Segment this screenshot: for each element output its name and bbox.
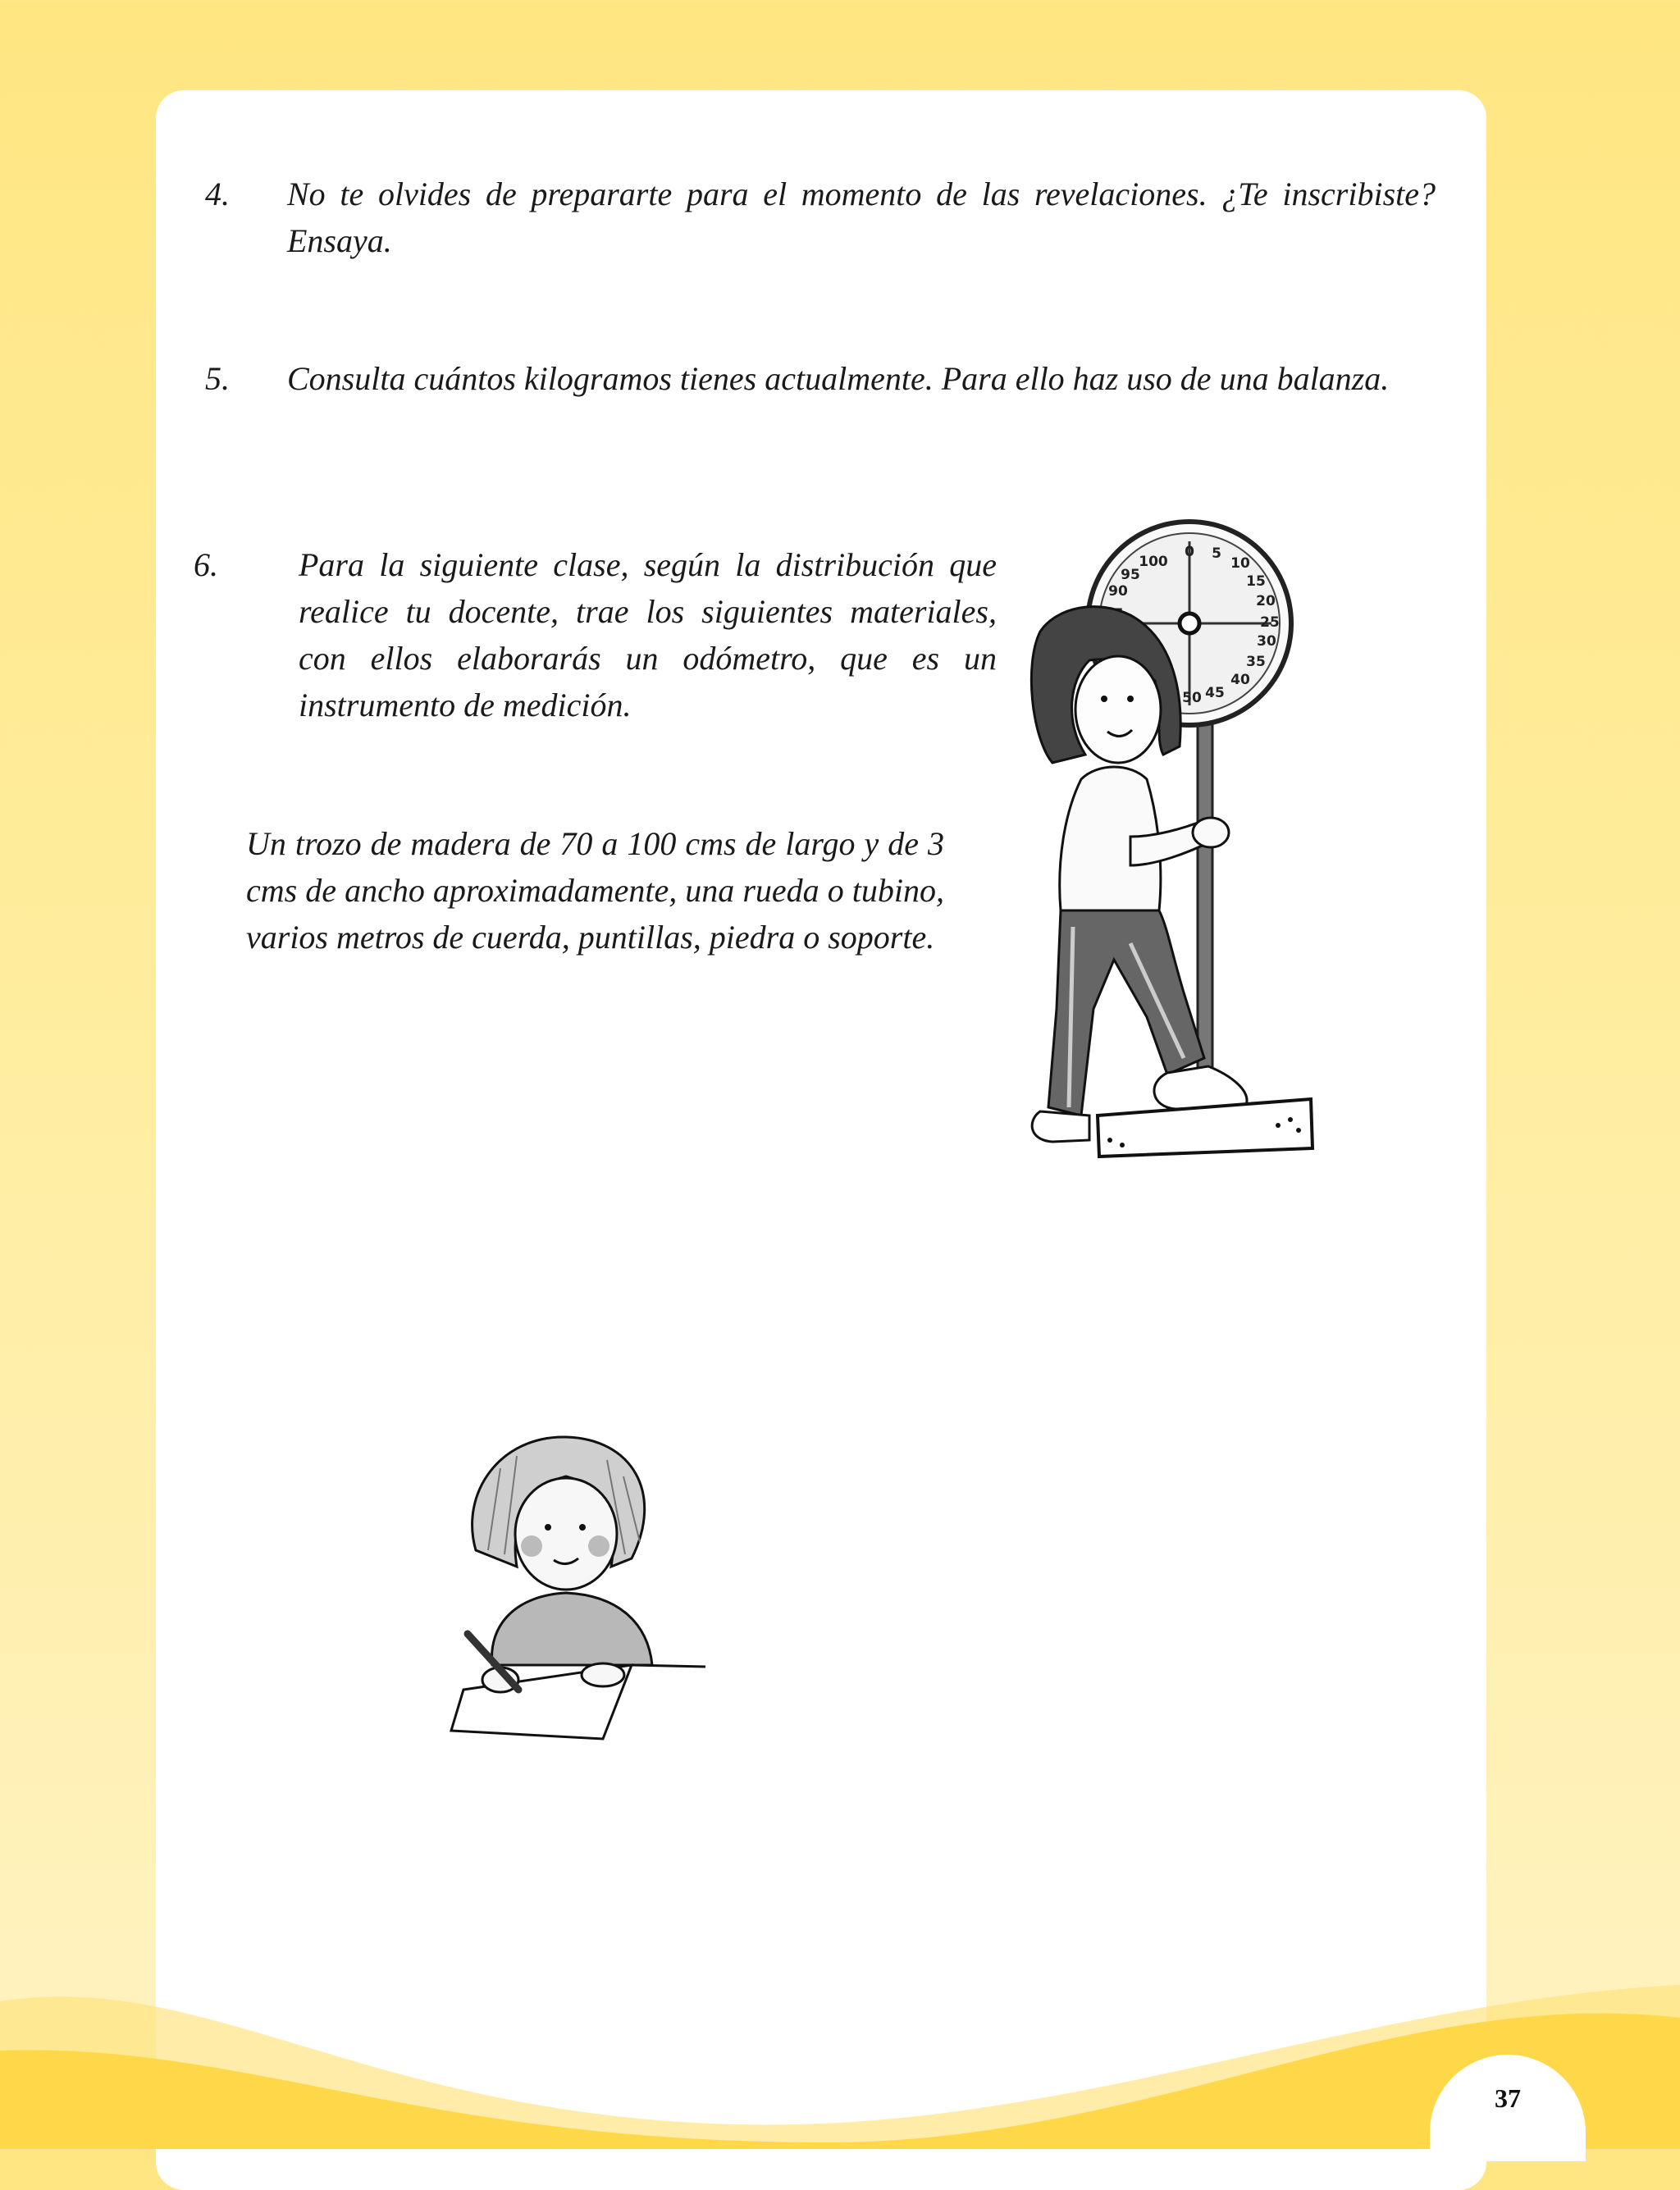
dial-label: 95: [1121, 567, 1140, 583]
dial-label: 90: [1108, 583, 1128, 600]
girl-writing-illustration: [443, 1419, 722, 1747]
dial-label: 30: [1257, 633, 1276, 650]
dial-label: 25: [1260, 614, 1280, 631]
dial-label: 5: [1212, 545, 1221, 562]
dial-label: 20: [1256, 593, 1276, 609]
dial-label: 50: [1182, 690, 1202, 706]
item-number: 5.: [205, 360, 230, 397]
dial-label: 0: [1185, 544, 1194, 560]
dial-label: 35: [1246, 654, 1266, 670]
bottom-wave-decoration: [0, 1952, 1680, 2149]
dial-label: 45: [1205, 685, 1225, 701]
dial-label: 10: [1230, 555, 1250, 572]
dial-label: 100: [1139, 554, 1168, 570]
item-text: Consulta cuántos kilogramos tienes actualmente. Para ello haz uso de una balanza.: [287, 360, 1390, 397]
item-number: 6.: [194, 546, 218, 583]
item-text: No te olvides de prepararte para el momento de las revelaciones. ¿Te inscribiste? Ensaya.: [287, 176, 1436, 259]
girl-on-scale-illustration: [1007, 517, 1335, 1165]
page-number: 37: [1495, 2083, 1521, 2113]
dial-label: 15: [1246, 573, 1266, 590]
item-text: Para la siguiente clase, según la distribución que realice tu docente, trae los siguientes materiales, con ellos elaborarás un odómetro, que es un instrumento de medición.: [299, 546, 997, 723]
instruction-item-4: [205, 171, 1436, 264]
dial-label: 40: [1230, 672, 1250, 688]
instruction-item-5: [205, 355, 1436, 402]
instruction-item-6: [194, 541, 997, 728]
materials-paragraph: Un trozo de madera de 70 a 100 cms de largo y de 3 cms de ancho aproximadamente, una rueda o tubino, varios metros de cuerda, puntillas, piedra o soporte.: [246, 825, 944, 956]
item-number: 4.: [205, 176, 230, 212]
